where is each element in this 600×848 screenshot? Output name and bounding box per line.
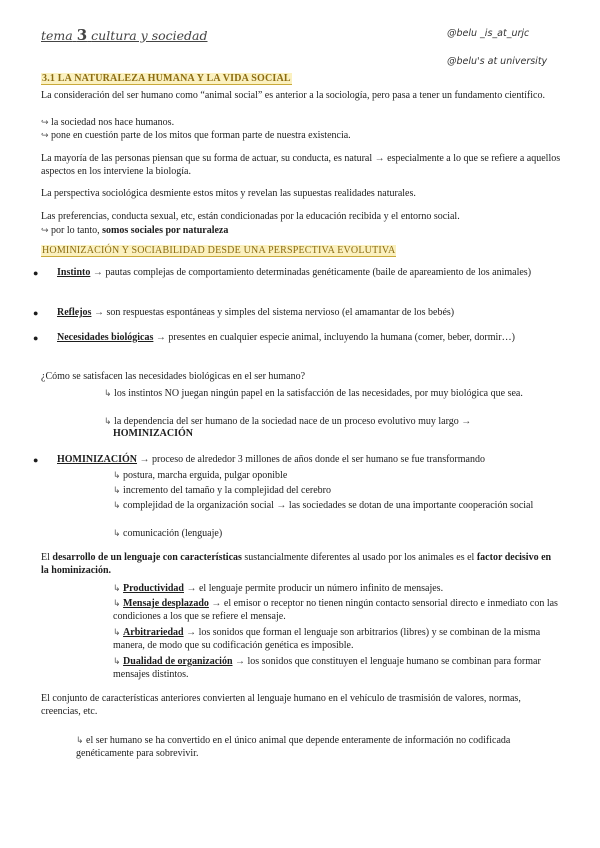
- bullet-icon: ●: [33, 308, 39, 318]
- page-header-title: [41, 26, 208, 44]
- paragraph-lenguaje: El desarrollo de un lenguaje con características sustancialmente diferentes al usado por los animales es el factor decisivo en la hominización.: [41, 552, 552, 576]
- paragraph-unico-animal: ↳ el ser humano se ha convertido en el único animal que depende enteramente de información no codificada genéticamente para sobrevivir.: [76, 735, 511, 759]
- return-arrow-icon: ↳: [113, 656, 121, 666]
- arrow-right-icon: →: [186, 583, 197, 594]
- arrow-right-icon: →: [276, 500, 287, 511]
- paragraph-perspectiva: La perspectiva sociológica desmiente estos mitos y revelan las supuestas realidades naturales.: [41, 188, 416, 199]
- bullet-icon: ●: [33, 333, 39, 343]
- hominizacion-point-cerebro: ↳ incremento del tamaño y la complejidad del cerebro: [113, 485, 332, 496]
- author-handle-1: @belu _is_at_urjc: [447, 28, 530, 39]
- intro-point-2: ↪ pone en cuestión parte de los mitos que forman parte de nuestra existencia.: [41, 130, 351, 141]
- return-arrow-icon: ↳: [113, 500, 121, 510]
- intro-paragraph: La consideración del ser humano como “animal social” es anterior a la sociología, pero pasa a tener un fundamento científico.: [41, 90, 545, 101]
- arrow-right-icon: →: [211, 598, 222, 609]
- arrow-right-icon: →: [461, 416, 472, 427]
- trait-mensaje-desplazado: ↳ Mensaje desplazado → el emisor o receptor no tienen ningún contacto sensorial directo e inmediato con las condiciones a los que se refiere el mensaje.: [113, 598, 558, 622]
- tema-label: tema: [41, 28, 73, 43]
- answer-2: ↳ la dependencia del ser humano de la sociedad nace de un proceso evolutivo muy largo →: [104, 416, 472, 427]
- return-arrow-icon: ↳: [113, 598, 121, 608]
- bullet-icon: ●: [33, 455, 39, 465]
- bullet-hominizacion: HOMINIZACIÓN → proceso de alrededor 3 millones de años donde el ser humano se fue transformando: [57, 454, 485, 465]
- return-arrow-icon: ↳: [104, 416, 112, 426]
- question-necesidades: ¿Cómo se satisfacen las necesidades biológicas en el ser humano?: [41, 371, 306, 382]
- section-1-title: 3.1 LA NATURALEZA HUMANA Y LA VIDA SOCIAL: [42, 73, 291, 84]
- return-arrow-icon: ↳: [113, 627, 121, 637]
- trait-productividad: ↳ Productividad → el lenguaje permite producir un número infinito de mensajes.: [113, 583, 444, 594]
- return-arrow-icon: ↳: [113, 485, 121, 495]
- intro-point-1: ↪ la sociedad nos hace humanos.: [41, 117, 175, 128]
- arrow-right-icon: →: [186, 627, 197, 638]
- paragraph-conducta: La mayoría de las personas piensan que su forma de actuar, su conducta, es natural → especialmente a lo que se refiere a aquellos aspectos en los interviene la biología.: [41, 153, 561, 177]
- bullet-necesidades: Necesidades biológicas → presentes en cualquier especie animal, incluyendo la humana (comer, beber, dormir…): [57, 332, 515, 343]
- hook-arrow-icon: ↪: [41, 117, 49, 127]
- arrow-right-icon: →: [139, 454, 150, 465]
- bullet-reflejos: Reflejos → son respuestas espontáneas y simples del sistema nervioso (el amamantar de los bebés): [57, 307, 455, 318]
- return-arrow-icon: ↳: [113, 583, 121, 593]
- bullet-icon: ●: [33, 268, 39, 278]
- return-arrow-icon: ↳: [113, 528, 121, 538]
- hominizacion-point-postura: ↳ postura, marcha erguida, pulgar oponible: [113, 470, 288, 481]
- author-handle-2: @belu's at university: [447, 56, 548, 67]
- tema-title: cultura y sociedad: [91, 28, 208, 43]
- answer-1: ↳ los instintos NO juegan ningún papel en la satisfacción de las necesidades, por muy biológica que sea.: [104, 388, 523, 399]
- answer-2-term: HOMINIZACIÓN: [113, 428, 194, 439]
- trait-dualidad: ↳ Dualidad de organización → los sonidos que constituyen el lenguaje humano se combinan para formar mensajes distintos.: [113, 656, 541, 680]
- paragraph-conclusion: ↪ por lo tanto, somos sociales por naturaleza: [41, 225, 229, 236]
- arrow-right-icon: →: [374, 153, 385, 164]
- arrow-right-icon: →: [93, 307, 104, 318]
- return-arrow-icon: ↳: [76, 735, 84, 745]
- paragraph-preferencias: Las preferencias, conducta sexual, etc, están condicionadas por la educación recibida y el entorno social.: [41, 211, 460, 222]
- hook-arrow-icon: ↪: [41, 130, 49, 140]
- hominizacion-point-organizacion: ↳ complejidad de la organización social → las sociedades se dotan de una importante cooperación social: [113, 500, 534, 511]
- hook-arrow-icon: ↪: [41, 225, 49, 235]
- tema-number: 3: [76, 26, 88, 44]
- hominizacion-point-comunicacion: ↳ comunicación (lenguaje): [113, 528, 223, 539]
- return-arrow-icon: ↳: [104, 388, 112, 398]
- arrow-right-icon: →: [92, 267, 103, 278]
- arrow-right-icon: →: [235, 656, 246, 667]
- paragraph-conjunto: El conjunto de características anteriores convierten al lenguaje humano en el vehículo de trasmisión de valores, normas, creencias, etc.: [41, 693, 521, 717]
- bullet-instinto: Instinto → pautas complejas de comportamiento determinadas genéticamente (baile de apareamiento de los animales): [57, 267, 532, 278]
- section-2-title: HOMINIZACIÓN Y SOCIABILIDAD DESDE UNA PERSPECTIVA EVOLUTIVA: [42, 245, 396, 256]
- arrow-right-icon: →: [155, 332, 166, 343]
- return-arrow-icon: ↳: [113, 470, 121, 480]
- trait-arbitrariedad: ↳ Arbitrariedad → los sonidos que forman el lenguaje son arbitrarios (libres) y se combinan de la misma manera, de modo que su codificación genética es imposible.: [113, 627, 541, 651]
